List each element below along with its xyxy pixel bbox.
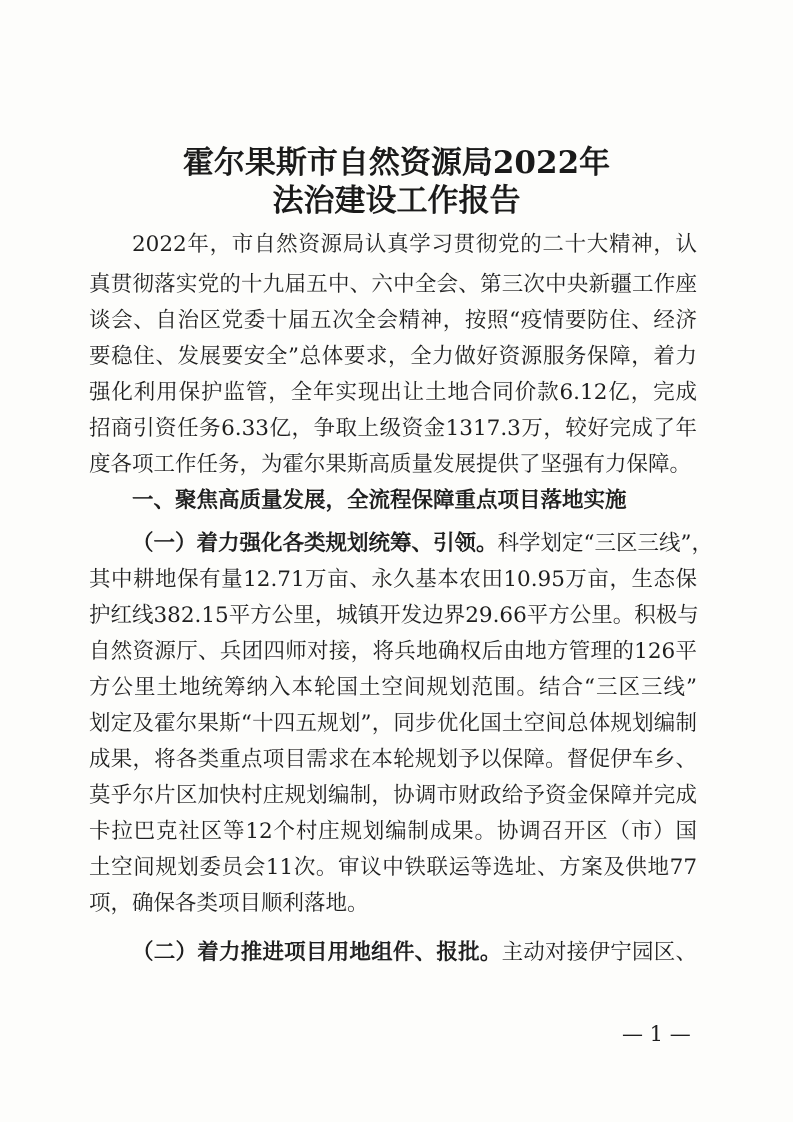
subsection-heading: （二）着力推进项目用地组件、报批。 — [132, 940, 502, 965]
subsection-first-line — [132, 938, 697, 968]
paragraph-line: 强化利用保护监管，全年实现出让土地合同价款6.12亿，完成 — [89, 380, 697, 405]
paragraph-line: 莫乎尔片区加快村庄规划编制，协调市财政给予资金保障并完成 — [89, 783, 697, 808]
paragraph-line: 要稳住、发展要安全”总体要求，全力做好资源服务保障，着力 — [89, 344, 697, 369]
subsection-heading: （一）着力强化各类规划统筹、引领。 — [132, 531, 498, 556]
paragraph-line: 项，确保各类项目顺利落地。 — [89, 891, 369, 916]
section-heading: 一、聚焦高质量发展，全流程保障重点项目落地实施 — [132, 488, 627, 513]
page-number: — 1 — — [622, 1022, 691, 1046]
paragraph-line: 谈会、自治区党委十届五次全会精神，按照“疫情要防住、经济 — [89, 308, 697, 333]
document-title-line-1: 霍尔果斯市自然资源局2022年 — [182, 145, 611, 181]
paragraph-text: 科学划定“三区三线”， — [497, 531, 713, 556]
paragraph-line: 方公里土地统筹纳入本轮国土空间规划范围。结合“三区三线” — [89, 675, 697, 700]
document-title-line-2: 法治建设工作报告 — [272, 183, 521, 219]
paragraph-line: 真贯彻落实党的十九届五中、六中全会、第三次中央新疆工作座 — [89, 272, 697, 297]
paragraph-line: 护红线382.15平方公里，城镇开发边界29.66平方公里。积极与 — [89, 603, 699, 628]
paragraph-line: 成果，将各类重点项目需求在本轮规划予以保障。督促伊车乡、 — [89, 747, 697, 772]
paragraph-line: 土空间规划委员会11次。审议中铁联运等选址、方案及供地77 — [89, 855, 697, 880]
paragraph-line: 招商引资任务6.33亿，争取上级资金1317.3万，较好完成了年 — [89, 416, 697, 441]
subsection-first-line — [132, 529, 713, 559]
paragraph-line: 度各项工作任务，为霍尔果斯高质量发展提供了坚强有力保障。 — [89, 452, 692, 477]
paragraph-line: 卡拉巴克社区等12个村庄规划编制成果。协调召开区（市）国 — [89, 819, 697, 844]
paragraph-line: 其中耕地保有量12.71万亩、永久基本农田10.95万亩，生态保 — [89, 567, 697, 592]
paragraph-line: 自然资源厅、兵团四师对接，将兵地确权后由地方管理的126平 — [89, 639, 697, 664]
paragraph-line: 划定及霍尔果斯“十四五规划”，同步优化国土空间总体规划编制 — [89, 711, 697, 736]
paragraph-text: 主动对接伊宁园区、 — [501, 940, 697, 965]
paragraph-line: 2022年，市自然资源局认真学习贯彻党的二十大精神，认 — [132, 232, 697, 257]
